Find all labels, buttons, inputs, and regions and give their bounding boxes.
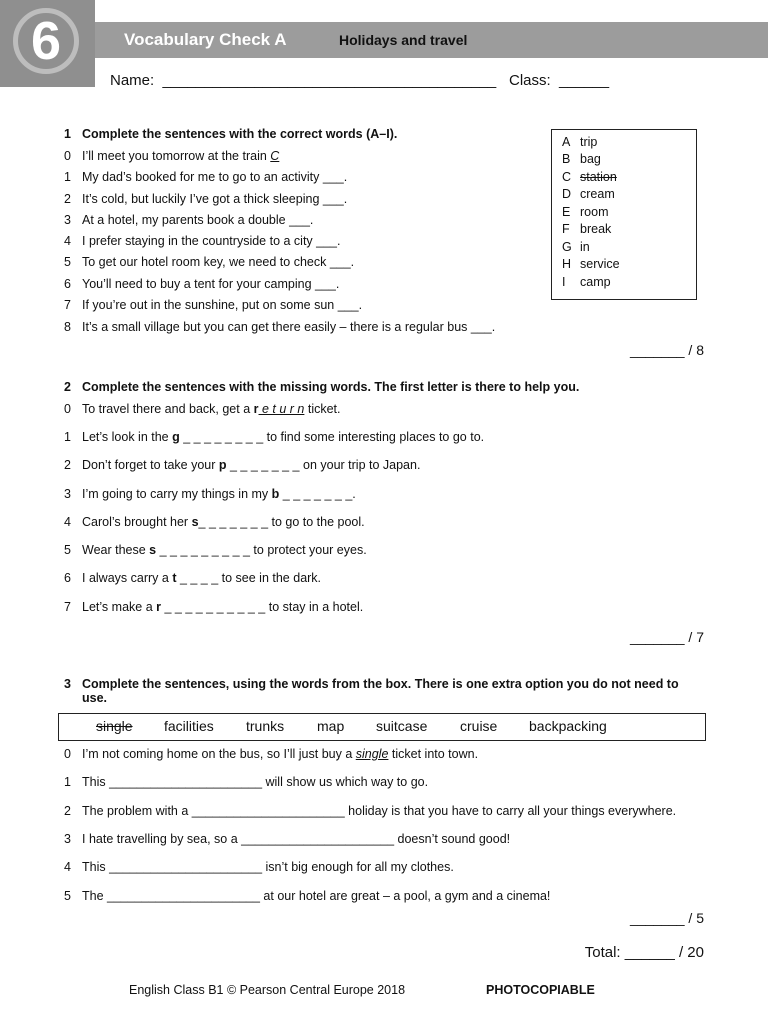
section2-number: 2 bbox=[64, 380, 71, 394]
word-bank-word: backpacking bbox=[529, 718, 607, 734]
s3-item-number: 1 bbox=[64, 775, 71, 789]
s1-sentence[interactable]: It’s cold, but luckily I’ve got a thick sleeping ___. bbox=[82, 192, 348, 206]
section1-number: 1 bbox=[64, 127, 71, 141]
s3-sentence[interactable]: This ______________________ isn’t big enough for all my clothes. bbox=[82, 860, 454, 874]
class-field[interactable]: Class: ______ bbox=[509, 72, 610, 89]
word-bank-word: trunks bbox=[246, 718, 285, 734]
word-bank-word: facilities bbox=[164, 718, 214, 734]
section1-instruction: Complete the sentences with the correct words (A–I). bbox=[82, 127, 398, 141]
unit-badge bbox=[0, 0, 95, 87]
word-bank-word: suitcase bbox=[376, 718, 428, 734]
section2-score[interactable]: _______ / 7 bbox=[630, 629, 704, 645]
section2-instruction: Complete the sentences with the missing words. The first letter is there to help you. bbox=[82, 380, 580, 394]
section3-number: 3 bbox=[64, 677, 71, 691]
s1-sentence[interactable]: My dad’s booked for me to go to an activity ___. bbox=[82, 170, 348, 184]
s2-item-number: 0 bbox=[64, 402, 71, 416]
s1-sentence[interactable]: To get our hotel room key, we need to check ___. bbox=[82, 255, 355, 269]
page-title: Vocabulary Check A bbox=[124, 30, 287, 49]
word-bank-box bbox=[551, 129, 697, 300]
s2-sentence[interactable]: Wear these s _ _ _ _ _ _ _ _ _ to protect your eyes. bbox=[82, 543, 367, 557]
word-bank-item: D cream bbox=[562, 187, 615, 201]
section3-score[interactable]: _______ / 5 bbox=[630, 910, 704, 926]
s3-sentence[interactable]: I hate travelling by sea, so a ______________________ doesn’t sound good! bbox=[82, 832, 511, 846]
s1-item-number: 6 bbox=[64, 277, 71, 291]
s3-item-number: 4 bbox=[64, 860, 71, 874]
footer-copyright: English Class B1 © Pearson Central Europe 2018 bbox=[129, 983, 406, 997]
word-bank-word: cruise bbox=[460, 718, 498, 734]
s1-item-number: 0 bbox=[64, 149, 71, 163]
s1-item-number: 1 bbox=[64, 170, 71, 184]
s1-sentence[interactable]: It’s a small village but you can get there easily – there is a regular bus ___. bbox=[82, 320, 496, 334]
page-topic: Holidays and travel bbox=[339, 32, 468, 48]
word-bank-item: E room bbox=[562, 205, 609, 219]
s1-item-number: 3 bbox=[64, 213, 71, 227]
s1-sentence[interactable]: You’ll need to buy a tent for your camping ___. bbox=[82, 277, 340, 291]
s2-item-number: 6 bbox=[64, 571, 71, 585]
word-bank-item: F break bbox=[562, 222, 612, 236]
word-bank-item: I camp bbox=[562, 275, 611, 289]
word-bank-item: C station bbox=[562, 170, 617, 184]
s2-item-number: 4 bbox=[64, 515, 71, 529]
s2-item-number: 5 bbox=[64, 543, 71, 557]
s2-example-sentence: To travel there and back, get a r e t u r n ticket. bbox=[82, 402, 341, 416]
word-bank-item: A trip bbox=[562, 135, 598, 149]
s3-item-number: 5 bbox=[64, 889, 71, 903]
s3-item-number: 2 bbox=[64, 804, 71, 818]
s1-example-answer: C bbox=[270, 149, 280, 163]
name-field[interactable]: Name: ________________________________________ bbox=[110, 72, 497, 89]
s1-item-number: 2 bbox=[64, 192, 71, 206]
s2-sentence[interactable]: Let’s make a r _ _ _ _ _ _ _ _ _ _ to stay in a hotel. bbox=[82, 600, 364, 614]
word-bank-word: map bbox=[317, 718, 345, 734]
word-bank-box-3 bbox=[58, 713, 706, 741]
s2-item-number: 7 bbox=[64, 600, 71, 614]
word-bank-used-word: single bbox=[96, 718, 133, 734]
s2-item-number: 1 bbox=[64, 430, 71, 444]
s3-item-number: 0 bbox=[64, 747, 71, 761]
s2-item-number: 3 bbox=[64, 487, 71, 501]
s2-item-number: 2 bbox=[64, 458, 71, 472]
s2-sentence[interactable]: Let’s look in the g _ _ _ _ _ _ _ _ to find some interesting places to go to. bbox=[82, 430, 485, 444]
s1-item-number: 8 bbox=[64, 320, 71, 334]
s1-item-number: 4 bbox=[64, 234, 71, 248]
s1-sentence[interactable]: I prefer staying in the countryside to a city ___. bbox=[82, 234, 341, 248]
word-bank-item: H service bbox=[562, 257, 620, 271]
s2-sentence[interactable]: Don’t forget to take your p _ _ _ _ _ _ _ on your trip to Japan. bbox=[82, 458, 421, 472]
total-score[interactable]: Total: ______ / 20 bbox=[584, 944, 704, 961]
s1-sentence[interactable]: At a hotel, my parents book a double ___. bbox=[82, 213, 314, 227]
word-bank-used-word: station bbox=[580, 170, 617, 184]
word-bank-item: G in bbox=[562, 240, 590, 254]
section1-score[interactable]: _______ / 8 bbox=[630, 342, 704, 358]
s1-sentence[interactable]: If you’re out in the sunshine, put on some sun ___. bbox=[82, 298, 363, 312]
s3-sentence[interactable]: The problem with a ______________________ holiday is that you have to carry all your things everywhere. bbox=[82, 804, 677, 818]
s2-sentence[interactable]: I’m going to carry my things in my b _ _ _ _ _ _ _. bbox=[82, 487, 356, 501]
unit-number: 6 bbox=[30, 11, 62, 71]
s2-example-answer: e t u r n bbox=[258, 402, 305, 416]
section3-instruction: Complete the sentences, using the words from the box. There is one extra option you do not need to bbox=[82, 677, 679, 691]
footer-photocopiable: PHOTOCOPIABLE bbox=[486, 983, 595, 997]
s3-sentence[interactable]: The ______________________ at our hotel are great – a pool, a gym and a cinema! bbox=[82, 889, 551, 903]
s2-sentence[interactable]: Carol’s brought her s_ _ _ _ _ _ _ to go to the pool. bbox=[82, 515, 365, 529]
s1-example-sentence: I’ll meet you tomorrow at the train C bbox=[82, 149, 280, 163]
s2-sentence[interactable]: I always carry a t _ _ _ _ to see in the dark. bbox=[82, 571, 322, 585]
word-bank-item: B bag bbox=[562, 152, 601, 166]
s1-item-number: 5 bbox=[64, 255, 71, 269]
s3-example-answer: single bbox=[355, 747, 389, 761]
s3-example-sentence: I’m not coming home on the bus, so I’ll just buy a single ticket into town. bbox=[82, 747, 479, 761]
s3-item-number: 3 bbox=[64, 832, 71, 846]
section3-instruction-cont: use. bbox=[82, 691, 108, 705]
s3-sentence[interactable]: This ______________________ will show us which way to go. bbox=[82, 775, 429, 789]
s1-item-number: 7 bbox=[64, 298, 71, 312]
